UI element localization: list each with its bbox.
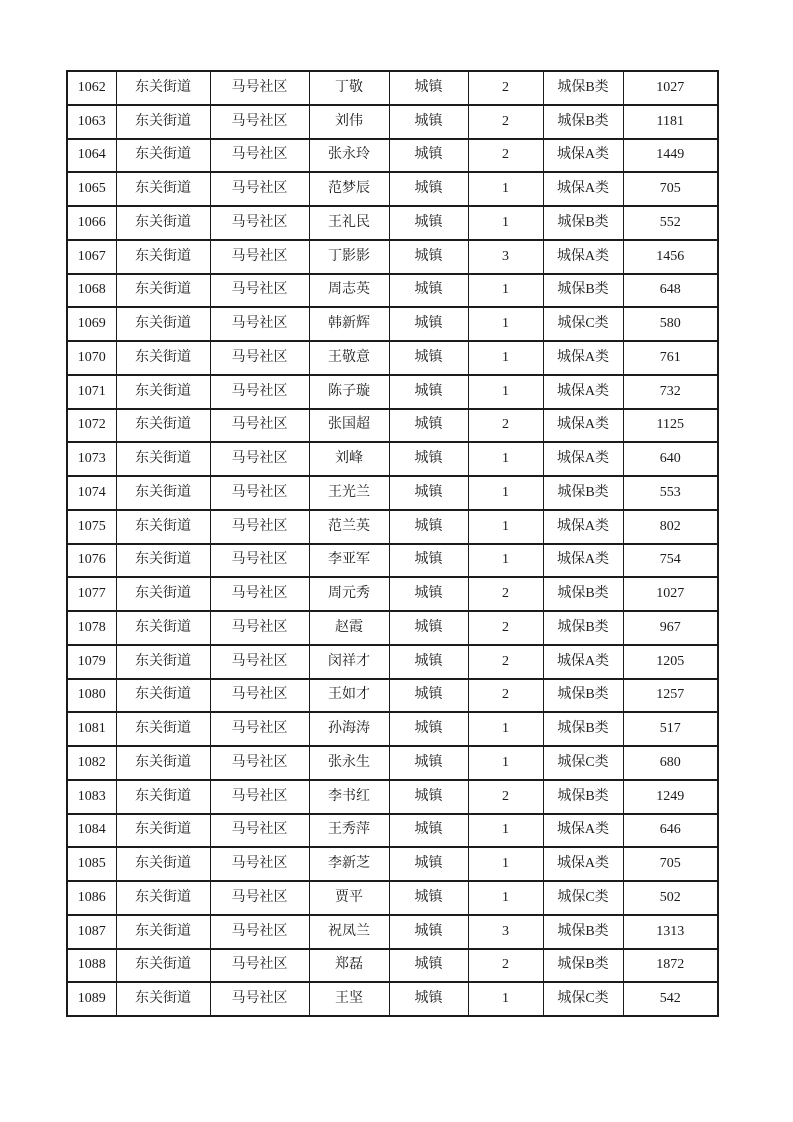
cell-name: 刘峰: [309, 442, 389, 476]
cell-community: 马号社区: [210, 139, 309, 173]
cell-amount: 640: [623, 442, 718, 476]
cell-name: 郑磊: [309, 949, 389, 983]
cell-residence_type: 城镇: [389, 544, 468, 578]
cell-category: 城保A类: [543, 847, 623, 881]
cell-name: 陈子璇: [309, 375, 389, 409]
cell-street: 东关街道: [116, 105, 210, 139]
cell-category: 城保B类: [543, 274, 623, 308]
cell-residence_type: 城镇: [389, 611, 468, 645]
cell-residence_type: 城镇: [389, 172, 468, 206]
cell-community: 马号社区: [210, 645, 309, 679]
cell-street: 东关街道: [116, 982, 210, 1016]
cell-community: 马号社区: [210, 544, 309, 578]
cell-category: 城保B类: [543, 206, 623, 240]
cell-serial: 1073: [67, 442, 116, 476]
cell-community: 马号社区: [210, 206, 309, 240]
table-row: [67, 476, 718, 510]
cell-street: 东关街道: [116, 274, 210, 308]
cell-name: 王敬意: [309, 341, 389, 375]
cell-residence_type: 城镇: [389, 577, 468, 611]
cell-residence_type: 城镇: [389, 982, 468, 1016]
cell-amount: 552: [623, 206, 718, 240]
cell-serial: 1087: [67, 915, 116, 949]
cell-serial: 1086: [67, 881, 116, 915]
cell-street: 东关街道: [116, 139, 210, 173]
cell-person_count: 1: [468, 544, 543, 578]
cell-serial: 1071: [67, 375, 116, 409]
table-row: [67, 172, 718, 206]
cell-person_count: 1: [468, 881, 543, 915]
cell-community: 马号社区: [210, 71, 309, 105]
cell-name: 王如才: [309, 679, 389, 713]
cell-person_count: 2: [468, 577, 543, 611]
cell-name: 闵祥才: [309, 645, 389, 679]
benefits-roster-table: [66, 70, 719, 1017]
cell-residence_type: 城镇: [389, 307, 468, 341]
table-row: [67, 71, 718, 105]
cell-serial: 1072: [67, 409, 116, 443]
cell-amount: 648: [623, 274, 718, 308]
cell-community: 马号社区: [210, 409, 309, 443]
table-row: [67, 847, 718, 881]
table-row: [67, 510, 718, 544]
cell-person_count: 2: [468, 105, 543, 139]
cell-person_count: 1: [468, 341, 543, 375]
cell-residence_type: 城镇: [389, 139, 468, 173]
cell-community: 马号社区: [210, 307, 309, 341]
table-row: [67, 442, 718, 476]
table-row: [67, 712, 718, 746]
cell-street: 东关街道: [116, 915, 210, 949]
cell-category: 城保A类: [543, 139, 623, 173]
cell-category: 城保A类: [543, 814, 623, 848]
cell-person_count: 1: [468, 476, 543, 510]
cell-serial: 1079: [67, 645, 116, 679]
cell-person_count: 1: [468, 814, 543, 848]
cell-street: 东关街道: [116, 341, 210, 375]
cell-amount: 732: [623, 375, 718, 409]
cell-residence_type: 城镇: [389, 847, 468, 881]
cell-name: 王光兰: [309, 476, 389, 510]
cell-community: 马号社区: [210, 949, 309, 983]
cell-serial: 1070: [67, 341, 116, 375]
cell-community: 马号社区: [210, 341, 309, 375]
cell-amount: 1027: [623, 71, 718, 105]
cell-community: 马号社区: [210, 847, 309, 881]
cell-residence_type: 城镇: [389, 679, 468, 713]
cell-person_count: 1: [468, 172, 543, 206]
cell-community: 马号社区: [210, 915, 309, 949]
cell-serial: 1067: [67, 240, 116, 274]
cell-street: 东关街道: [116, 780, 210, 814]
cell-person_count: 2: [468, 949, 543, 983]
cell-name: 赵霞: [309, 611, 389, 645]
cell-amount: 1125: [623, 409, 718, 443]
cell-residence_type: 城镇: [389, 341, 468, 375]
cell-amount: 967: [623, 611, 718, 645]
cell-category: 城保A类: [543, 172, 623, 206]
cell-serial: 1074: [67, 476, 116, 510]
table-row: [67, 307, 718, 341]
cell-residence_type: 城镇: [389, 949, 468, 983]
cell-person_count: 2: [468, 780, 543, 814]
cell-person_count: 1: [468, 442, 543, 476]
cell-community: 马号社区: [210, 240, 309, 274]
cell-person_count: 1: [468, 206, 543, 240]
cell-name: 刘伟: [309, 105, 389, 139]
cell-name: 丁影影: [309, 240, 389, 274]
cell-category: 城保A类: [543, 645, 623, 679]
cell-street: 东关街道: [116, 71, 210, 105]
cell-category: 城保A类: [543, 341, 623, 375]
cell-amount: 1257: [623, 679, 718, 713]
cell-residence_type: 城镇: [389, 476, 468, 510]
cell-street: 东关街道: [116, 847, 210, 881]
table-row: [67, 814, 718, 848]
table-row: [67, 577, 718, 611]
cell-name: 王礼民: [309, 206, 389, 240]
cell-serial: 1077: [67, 577, 116, 611]
cell-amount: 705: [623, 172, 718, 206]
cell-person_count: 3: [468, 915, 543, 949]
table-row: [67, 881, 718, 915]
table-row: [67, 375, 718, 409]
cell-amount: 761: [623, 341, 718, 375]
cell-name: 周元秀: [309, 577, 389, 611]
cell-community: 马号社区: [210, 375, 309, 409]
cell-category: 城保B类: [543, 105, 623, 139]
cell-name: 王坚: [309, 982, 389, 1016]
cell-category: 城保B类: [543, 679, 623, 713]
cell-amount: 1181: [623, 105, 718, 139]
cell-name: 李书红: [309, 780, 389, 814]
cell-community: 马号社区: [210, 274, 309, 308]
cell-serial: 1082: [67, 746, 116, 780]
cell-residence_type: 城镇: [389, 206, 468, 240]
cell-community: 马号社区: [210, 679, 309, 713]
cell-category: 城保B类: [543, 71, 623, 105]
cell-street: 东关街道: [116, 240, 210, 274]
cell-amount: 802: [623, 510, 718, 544]
cell-community: 马号社区: [210, 881, 309, 915]
cell-residence_type: 城镇: [389, 71, 468, 105]
cell-name: 周志英: [309, 274, 389, 308]
cell-serial: 1064: [67, 139, 116, 173]
cell-serial: 1076: [67, 544, 116, 578]
cell-serial: 1080: [67, 679, 116, 713]
cell-category: 城保A类: [543, 544, 623, 578]
cell-amount: 517: [623, 712, 718, 746]
cell-person_count: 1: [468, 510, 543, 544]
cell-residence_type: 城镇: [389, 375, 468, 409]
cell-name: 孙海涛: [309, 712, 389, 746]
cell-amount: 580: [623, 307, 718, 341]
cell-category: 城保C类: [543, 307, 623, 341]
cell-residence_type: 城镇: [389, 915, 468, 949]
cell-amount: 502: [623, 881, 718, 915]
cell-community: 马号社区: [210, 814, 309, 848]
cell-amount: 1249: [623, 780, 718, 814]
cell-residence_type: 城镇: [389, 814, 468, 848]
table-row: [67, 982, 718, 1016]
cell-category: 城保B类: [543, 712, 623, 746]
cell-street: 东关街道: [116, 645, 210, 679]
cell-community: 马号社区: [210, 172, 309, 206]
cell-serial: 1062: [67, 71, 116, 105]
cell-person_count: 2: [468, 71, 543, 105]
cell-name: 王秀萍: [309, 814, 389, 848]
cell-residence_type: 城镇: [389, 746, 468, 780]
cell-serial: 1065: [67, 172, 116, 206]
cell-street: 东关街道: [116, 577, 210, 611]
cell-street: 东关街道: [116, 375, 210, 409]
cell-category: 城保A类: [543, 240, 623, 274]
cell-category: 城保B类: [543, 611, 623, 645]
cell-serial: 1075: [67, 510, 116, 544]
cell-amount: 680: [623, 746, 718, 780]
cell-amount: 1313: [623, 915, 718, 949]
cell-street: 东关街道: [116, 712, 210, 746]
cell-community: 马号社区: [210, 780, 309, 814]
cell-category: 城保B类: [543, 949, 623, 983]
cell-name: 丁敬: [309, 71, 389, 105]
cell-street: 东关街道: [116, 611, 210, 645]
cell-street: 东关街道: [116, 409, 210, 443]
table-row: [67, 409, 718, 443]
cell-category: 城保C类: [543, 982, 623, 1016]
cell-person_count: 2: [468, 409, 543, 443]
cell-community: 马号社区: [210, 746, 309, 780]
cell-residence_type: 城镇: [389, 881, 468, 915]
cell-serial: 1083: [67, 780, 116, 814]
cell-street: 东关街道: [116, 172, 210, 206]
cell-person_count: 1: [468, 375, 543, 409]
cell-street: 东关街道: [116, 544, 210, 578]
cell-amount: 553: [623, 476, 718, 510]
cell-person_count: 2: [468, 139, 543, 173]
cell-residence_type: 城镇: [389, 780, 468, 814]
cell-street: 东关街道: [116, 814, 210, 848]
cell-name: 张国超: [309, 409, 389, 443]
cell-serial: 1068: [67, 274, 116, 308]
cell-street: 东关街道: [116, 307, 210, 341]
cell-community: 马号社区: [210, 442, 309, 476]
cell-residence_type: 城镇: [389, 510, 468, 544]
table-row: [67, 105, 718, 139]
cell-person_count: 1: [468, 274, 543, 308]
table-row: [67, 746, 718, 780]
cell-community: 马号社区: [210, 510, 309, 544]
cell-name: 张永生: [309, 746, 389, 780]
cell-serial: 1063: [67, 105, 116, 139]
cell-residence_type: 城镇: [389, 409, 468, 443]
table-row: [67, 139, 718, 173]
table-row: [67, 915, 718, 949]
cell-community: 马号社区: [210, 982, 309, 1016]
cell-amount: 1456: [623, 240, 718, 274]
cell-category: 城保B类: [543, 476, 623, 510]
cell-street: 东关街道: [116, 510, 210, 544]
cell-community: 马号社区: [210, 105, 309, 139]
cell-residence_type: 城镇: [389, 105, 468, 139]
cell-name: 李亚军: [309, 544, 389, 578]
cell-name: 范兰英: [309, 510, 389, 544]
cell-person_count: 1: [468, 712, 543, 746]
cell-name: 张永玲: [309, 139, 389, 173]
cell-community: 马号社区: [210, 611, 309, 645]
cell-person_count: 2: [468, 645, 543, 679]
cell-residence_type: 城镇: [389, 274, 468, 308]
cell-serial: 1084: [67, 814, 116, 848]
cell-serial: 1078: [67, 611, 116, 645]
cell-amount: 646: [623, 814, 718, 848]
cell-amount: 1205: [623, 645, 718, 679]
cell-name: 贾平: [309, 881, 389, 915]
cell-community: 马号社区: [210, 476, 309, 510]
cell-street: 东关街道: [116, 679, 210, 713]
cell-street: 东关街道: [116, 949, 210, 983]
cell-serial: 1081: [67, 712, 116, 746]
cell-amount: 542: [623, 982, 718, 1016]
cell-serial: 1069: [67, 307, 116, 341]
cell-category: 城保B类: [543, 780, 623, 814]
cell-street: 东关街道: [116, 476, 210, 510]
cell-name: 祝凤兰: [309, 915, 389, 949]
cell-community: 马号社区: [210, 577, 309, 611]
cell-amount: 1449: [623, 139, 718, 173]
cell-amount: 1027: [623, 577, 718, 611]
cell-street: 东关街道: [116, 206, 210, 240]
table-row: [67, 274, 718, 308]
cell-name: 李新芝: [309, 847, 389, 881]
cell-community: 马号社区: [210, 712, 309, 746]
cell-category: 城保C类: [543, 881, 623, 915]
table-row: [67, 679, 718, 713]
cell-person_count: 3: [468, 240, 543, 274]
cell-street: 东关街道: [116, 442, 210, 476]
cell-amount: 705: [623, 847, 718, 881]
table-row: [67, 949, 718, 983]
cell-person_count: 1: [468, 746, 543, 780]
table-row: [67, 240, 718, 274]
cell-person_count: 1: [468, 982, 543, 1016]
cell-residence_type: 城镇: [389, 240, 468, 274]
cell-residence_type: 城镇: [389, 712, 468, 746]
table-row: [67, 645, 718, 679]
cell-street: 东关街道: [116, 746, 210, 780]
table-row: [67, 544, 718, 578]
cell-person_count: 2: [468, 679, 543, 713]
cell-residence_type: 城镇: [389, 645, 468, 679]
cell-residence_type: 城镇: [389, 442, 468, 476]
cell-serial: 1066: [67, 206, 116, 240]
cell-person_count: 1: [468, 307, 543, 341]
table-row: [67, 206, 718, 240]
cell-serial: 1089: [67, 982, 116, 1016]
table-body: [67, 71, 718, 1016]
cell-name: 范梦辰: [309, 172, 389, 206]
cell-category: 城保B类: [543, 577, 623, 611]
cell-street: 东关街道: [116, 881, 210, 915]
cell-category: 城保A类: [543, 442, 623, 476]
cell-amount: 1872: [623, 949, 718, 983]
cell-person_count: 1: [468, 847, 543, 881]
cell-category: 城保A类: [543, 409, 623, 443]
table-row: [67, 341, 718, 375]
cell-person_count: 2: [468, 611, 543, 645]
table-row: [67, 780, 718, 814]
cell-name: 韩新辉: [309, 307, 389, 341]
cell-category: 城保C类: [543, 746, 623, 780]
cell-amount: 754: [623, 544, 718, 578]
table-row: [67, 611, 718, 645]
cell-serial: 1085: [67, 847, 116, 881]
cell-category: 城保A类: [543, 375, 623, 409]
cell-category: 城保B类: [543, 915, 623, 949]
cell-serial: 1088: [67, 949, 116, 983]
cell-category: 城保A类: [543, 510, 623, 544]
